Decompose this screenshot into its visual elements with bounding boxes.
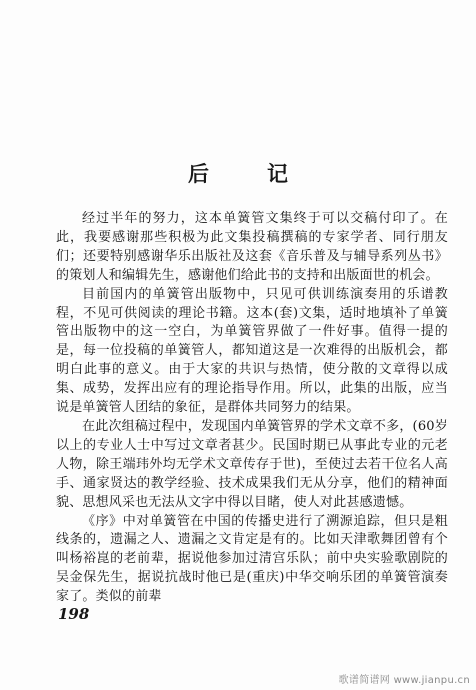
title-char-2: 记 [267,162,288,186]
page-number: 198 [58,605,90,623]
paragraph-2: 目前国内的单簧管出版物中，只见可供训练演奏用的乐谱教程，不见可供阅读的理论书籍。这本(套)文集，适时地填补了单簧管出版物中的这一空白，为单簧管界做了一件好事。值得一提的是，每一位投稿的单簧管人，都知道这是一次难得的出版机会，都明白此事的意义。由于大家的共识与热情，使分散的文章得以成集、成势，发挥出应有的理论指导作用。所以，此集的出版，应当说是单簧管人团结的象征，是群体共同努力的结果。 [56,286,448,416]
page-title [0,158,476,188]
body-text [56,210,448,607]
paragraph-3: 在此次组稿过程中，发现国内单簧管界的学术文章不多，(60岁以上的专业人士中写过文章者甚少。民国时期已从事此专业的元老人物，除王端玮外均无学术文章传存于世)，至使过去若干位名人高手、通家贤达的教学经验、技术成果我们无从分享，他们的精神面貌、思想风采也无法从文字中得以目睹，使人对此甚感遗憾。 [56,418,448,510]
watermark: 歌谱简谱网 www.jianpu.cn [338,675,470,686]
paragraph-1: 经过半年的努力，这本单簧管文集终于可以交稿付印了。在此，我要感谢那些积极为此文集投稿撰稿的专家学者、同行朋友们；还要特别感谢华乐出版社及这套《音乐普及与辅导系列丛书》的策划人和编辑先生，感谢他们给此书的支持和出版面世的机会。 [56,211,448,283]
paragraph-4: 《序》中对单簧管在中国的传播史进行了溯源追踪，但只是粗线条的，遗漏之人、遗漏之文肯定是有的。比如天津歌舞团曾有个叫杨裕崑的老前辈，据说他参加过清宫乐队；前中央实验歌剧院的吴金保先生，据说抗战时他已是(重庆)中华交响乐团的单簧管演奏家了。类似的前辈 [56,513,448,605]
title-char-1: 后 [188,162,209,186]
